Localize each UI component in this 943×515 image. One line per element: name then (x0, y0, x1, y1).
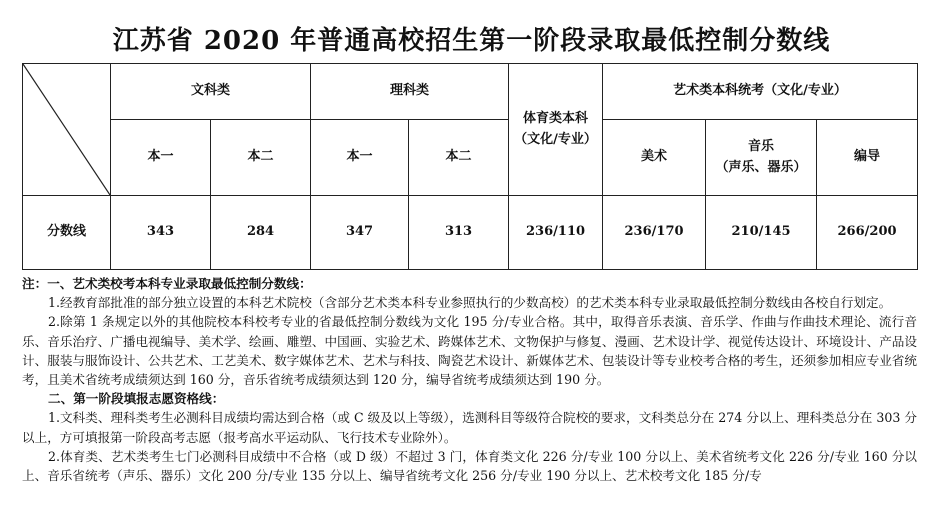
value-wen-ben2: 284 (211, 196, 311, 270)
note1-item2: 2.除第 1 条规定以外的其他院校本科校考专业的省最低控制分数线为文化 195 分/专业合格。其中，取得音乐表演、音乐学、作曲与作曲技术理论、流行音乐、音乐治疗、广播电视编导、美术学、绘画、雕塑、中国画、实验艺术、跨媒体艺术、文物保护与修复、漫画、艺术设计学、视觉传达设计、环境设计、产品设计、服装与服饰设计、公共艺术、工艺美术、数字媒体艺术、艺术与科技、陶瓷艺术设计、新媒体艺术、包装设计等专业校考合格的考生，还须参加相应专业省统考，且美术省统考成绩须达到 160 分，音乐省统考成绩须达到 120 分，编导省统考成绩须达到 190 分。 (22, 314, 917, 388)
header-tiyu-line2: （文化/专业） (514, 131, 597, 147)
note1-heading: 注：一、艺术类校考本科专业录取最低控制分数线： (22, 276, 312, 291)
value-li-ben2: 313 (409, 196, 509, 270)
header-yishu: 艺术类本科统考（文化/专业） (603, 64, 918, 120)
value-tiyu: 236/110 (509, 196, 603, 270)
value-meishu: 236/170 (603, 196, 706, 270)
value-li-ben1: 347 (311, 196, 409, 270)
subheader-li-ben2: 本二 (409, 120, 509, 196)
subheader-yinyue (706, 120, 817, 196)
page-title: 江苏省 2020 年普通高校招生第一阶段录取最低控制分数线 (112, 26, 831, 56)
row-label: 分数线 (23, 196, 111, 270)
subheader-wen-ben2: 本二 (211, 120, 311, 196)
corner-cell (23, 64, 111, 196)
note2-item2: 2.体育类、艺术类考生七门必测科目成绩中不合格（或 D 级）不超过 3 门，体育类文化 226 分/专业 100 分以上、美术省统考文化 226 分/专业 160 分以上、音乐省统考（声乐、器乐）文化 200 分/专业 135 分以上、编导省统考文化 256 分/专业 190 分以上、艺术校考文化 185 分/专 (22, 448, 917, 484)
diagonal-line (23, 64, 110, 195)
note2-item1: 1.文科类、理科类考生必测科目成绩均需达到合格（或 C 级及以上等级），选测科目等级符合院校的要求，文科类总分在 274 分以上、理科类总分在 303 分以上，方可填报第一阶段高考志愿（报考高水平运动队、飞行技术专业除外）。 (22, 410, 917, 445)
notes (22, 274, 917, 485)
subheader-meishu: 美术 (603, 120, 706, 196)
subheader-yinyue-line2: （声乐、器乐） (715, 159, 807, 175)
subheader-li-ben1: 本一 (311, 120, 409, 196)
note2-heading: 二、第一阶段填报志愿资格线： (48, 391, 225, 407)
subheader-yinyue-line1: 音乐 (748, 138, 775, 154)
score-table (22, 63, 918, 270)
header-tiyu (509, 64, 603, 196)
subheader-wen-ben1: 本一 (111, 120, 211, 196)
value-biandao: 266/200 (817, 196, 918, 270)
header-li: 理科类 (311, 64, 509, 120)
note1-item1: 1.经教育部批准的部分独立设置的本科艺术院校（含部分艺术类本科专业参照执行的少数高校）的艺术类本科专业录取最低控制分数线由各校自行划定。 (48, 295, 892, 311)
value-wen-ben1: 343 (111, 196, 211, 270)
header-wen: 文科类 (111, 64, 311, 120)
subheader-biandao: 编导 (817, 120, 918, 196)
value-yinyue: 210/145 (706, 196, 817, 270)
header-tiyu-line1: 体育类本科 (523, 110, 589, 126)
